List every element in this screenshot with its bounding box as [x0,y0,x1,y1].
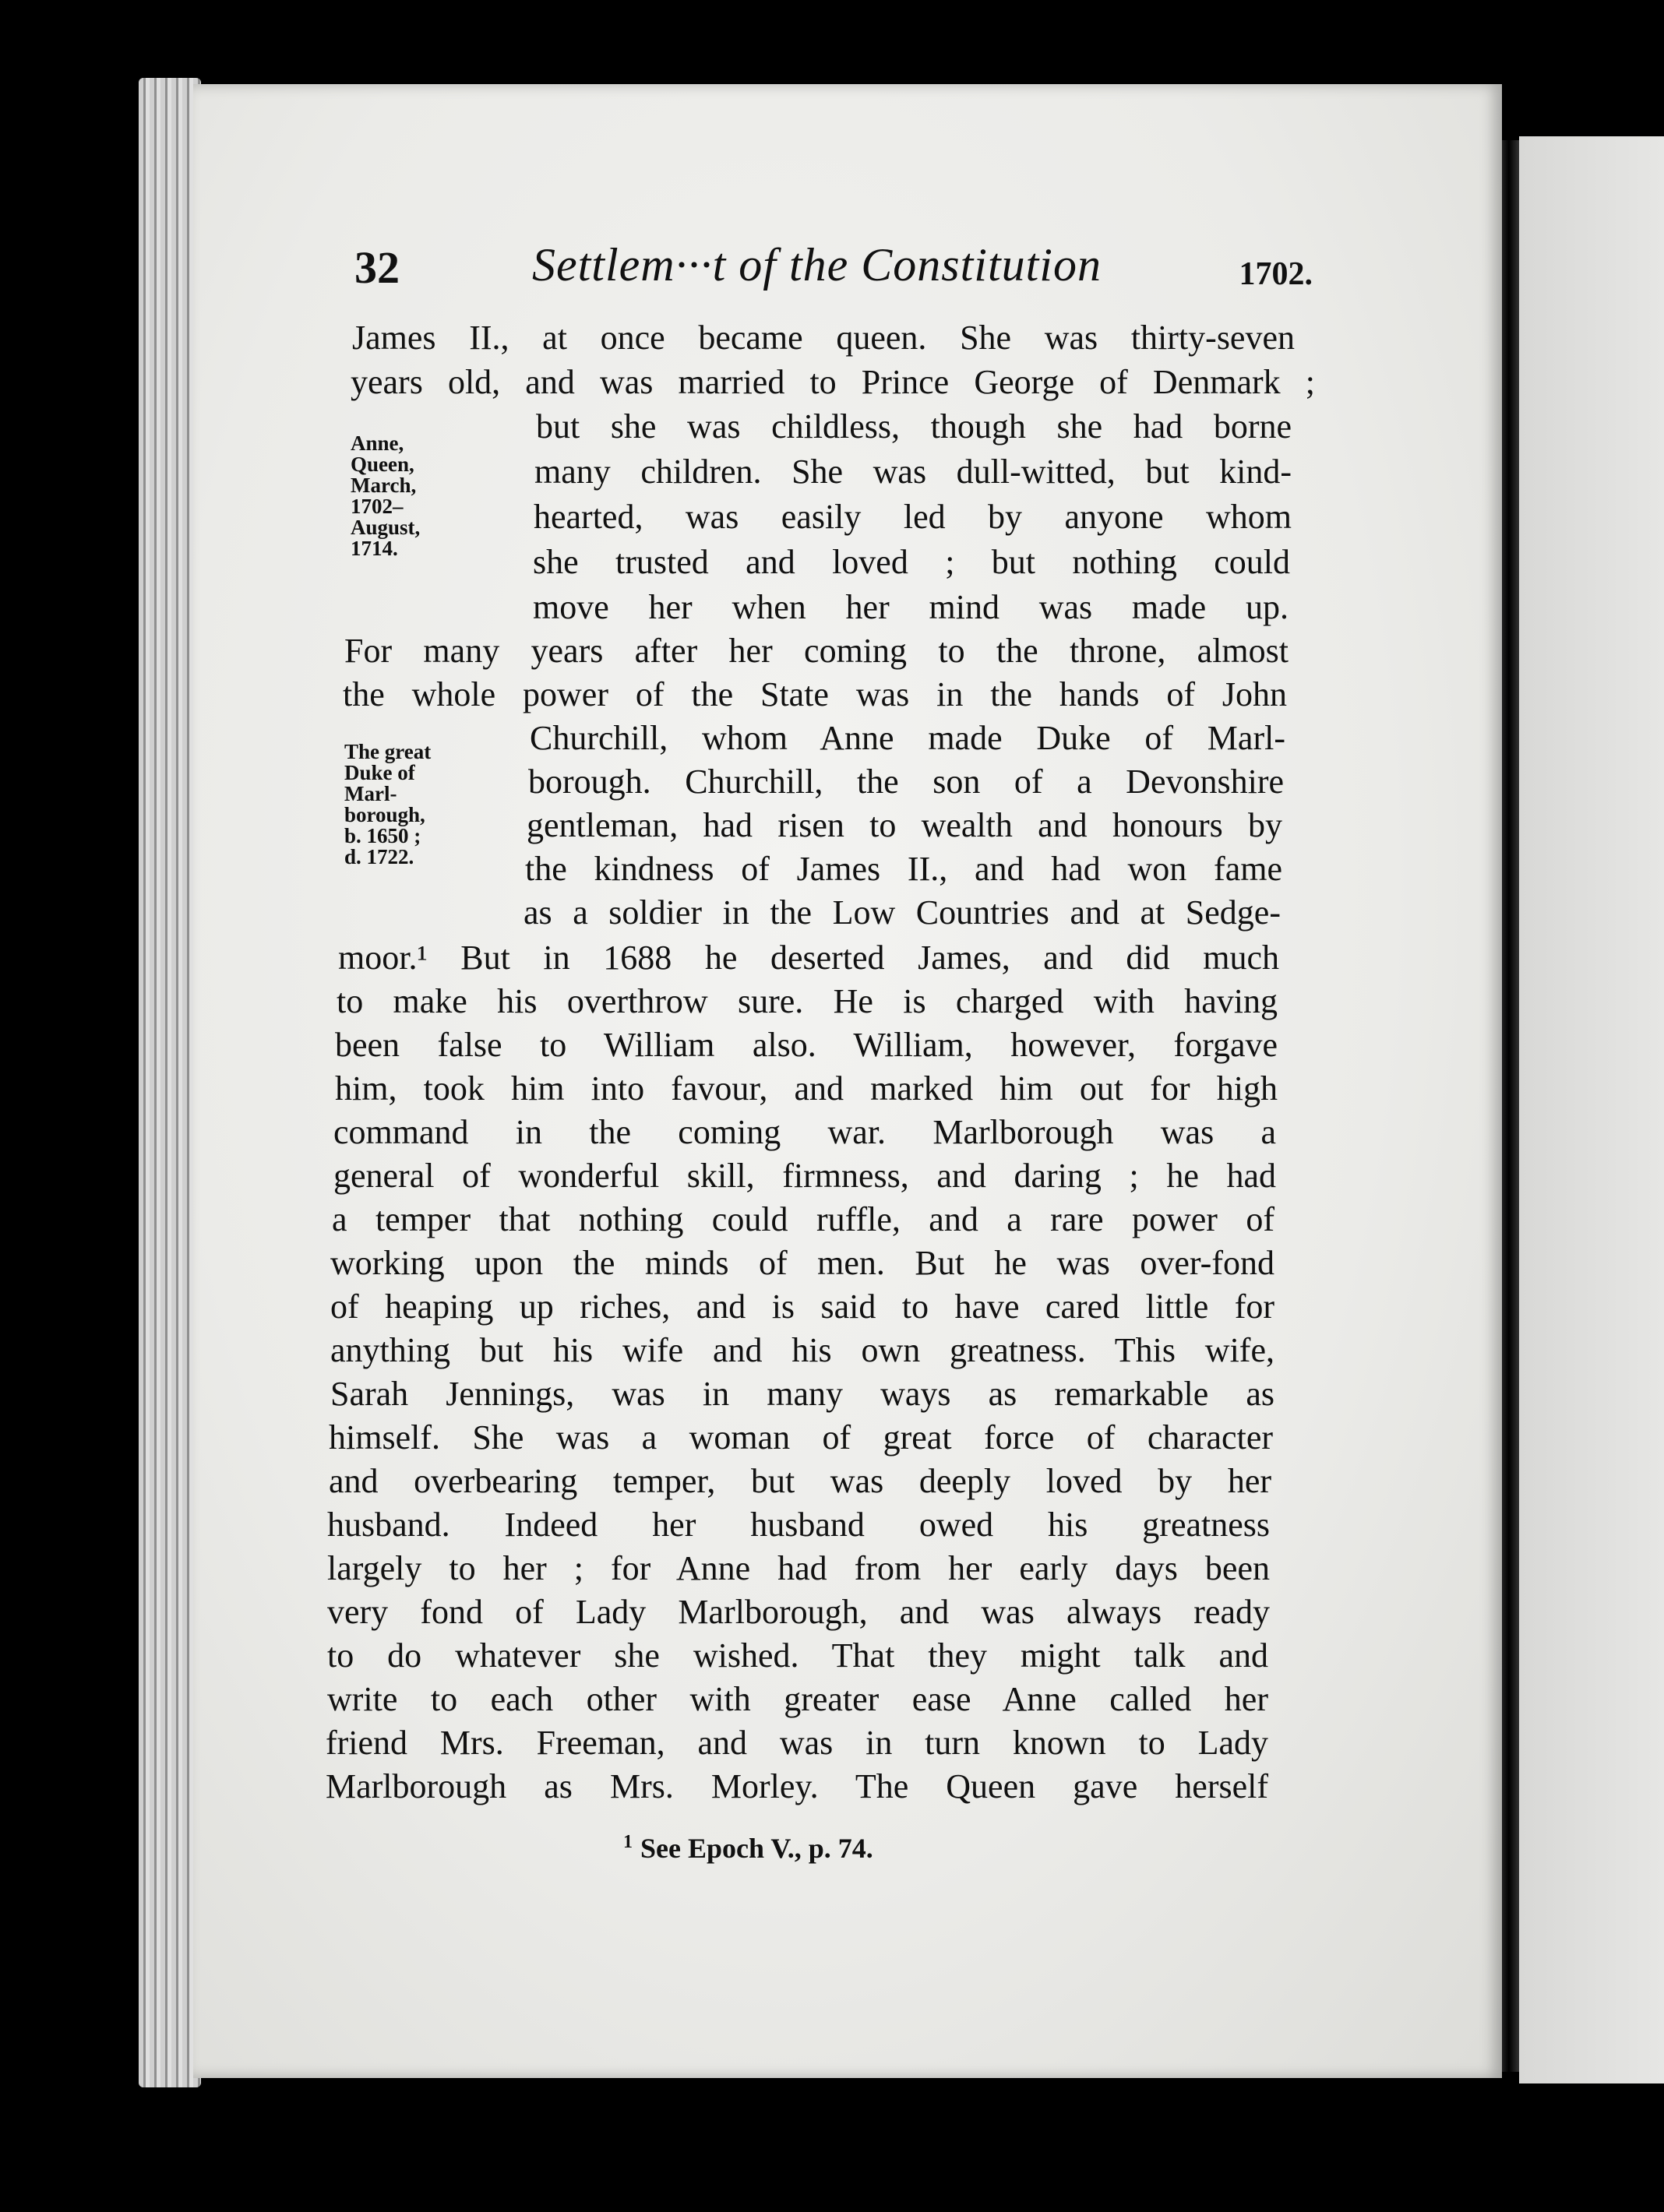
text-line: For many years after her coming to the throne, almost [344,632,1289,670]
text-line: husband. Indeed her husband owed his greatness [327,1506,1270,1544]
text-line: himself. She was a woman of great force of character [329,1418,1273,1456]
page-gutter [1502,140,1519,2072]
page-stack-edge [139,78,201,2087]
text-line: largely to her ; for Anne had from her early days been [327,1549,1270,1587]
text-line: hearted, was easily led by anyone whom [534,498,1292,536]
page-number: 32 [354,242,400,293]
text-line: working upon the minds of men. But he was over-fond [330,1244,1274,1282]
text-line: James II., at once became queen. She was thirty-seven [352,319,1295,357]
text-line: Marlborough as Mrs. Morley. The Queen gave herself [326,1767,1268,1805]
header-year: 1702. [1239,256,1313,292]
text-line: years old, and was married to Prince George of Denmark ; [351,363,1315,401]
text-line: as a soldier in the Low Countries and at Sedge- [524,893,1281,932]
text-line: command in the coming war. Marlborough was a [333,1113,1276,1151]
footnote-marker: 1 [623,1832,633,1852]
text-line: a temper that nothing could ruffle, and a rare power of [332,1200,1274,1238]
adjacent-page [1519,136,1664,2083]
text-line: the whole power of the State was in the hands of John [343,675,1287,713]
text-line: very fond of Lady Marlborough, and was always ready [327,1593,1270,1631]
running-title: Settlem···t of the Constitution [532,239,1102,291]
text-line: many children. She was dull-witted, but kind- [534,453,1292,491]
footnote-text: See Epoch V., p. 74. [640,1833,873,1864]
text-line: general of wonderful skill, firmness, and daring ; he had [333,1157,1276,1195]
text-line: of heaping up riches, and is said to have cared little for [330,1287,1274,1326]
text-line: anything but his wife and his own greatness. This wife, [330,1331,1274,1369]
page-header [354,232,1313,302]
text-line: write to each other with greater ease Anne called her [327,1680,1268,1718]
text-line: to do whatever she wished. That they might talk and [327,1636,1268,1675]
text-line: Churchill, whom Anne made Duke of Marl- [530,719,1285,757]
text-line: borough. Churchill, the son of a Devonshire [528,763,1284,801]
text-line: and overbearing temper, but was deeply loved by her [329,1462,1271,1500]
text-line: she trusted and loved ; but nothing could [533,543,1290,581]
text-line: friend Mrs. Freeman, and was in turn known to Lady [326,1724,1268,1762]
margin-note-marlborough: The great Duke of Marl- borough, b. 1650 ; d. 1722. [344,740,432,868]
text-line: Sarah Jennings, was in many ways as remarkable as [330,1375,1274,1413]
text-line: but she was childless, though she had borne [536,407,1292,446]
text-line: to make his overthrow sure. He is charged with having [337,982,1278,1020]
text-line: the kindness of James II., and had won fame [525,850,1282,888]
text-line: gentleman, had risen to wealth and honours by [527,806,1282,844]
margin-note-anne: Anne, Queen, March, 1702– August, 1714. [351,431,421,560]
text-line: him, took him into favour, and marked him out for high [335,1069,1278,1108]
text-line: move her when her mind was made up. [533,588,1289,626]
footnote [623,1832,873,1865]
text-line: been false to William also. William, however, forgave [335,1026,1278,1064]
text-line: moor.¹ But in 1688 he deserted James, and did much [338,939,1279,977]
